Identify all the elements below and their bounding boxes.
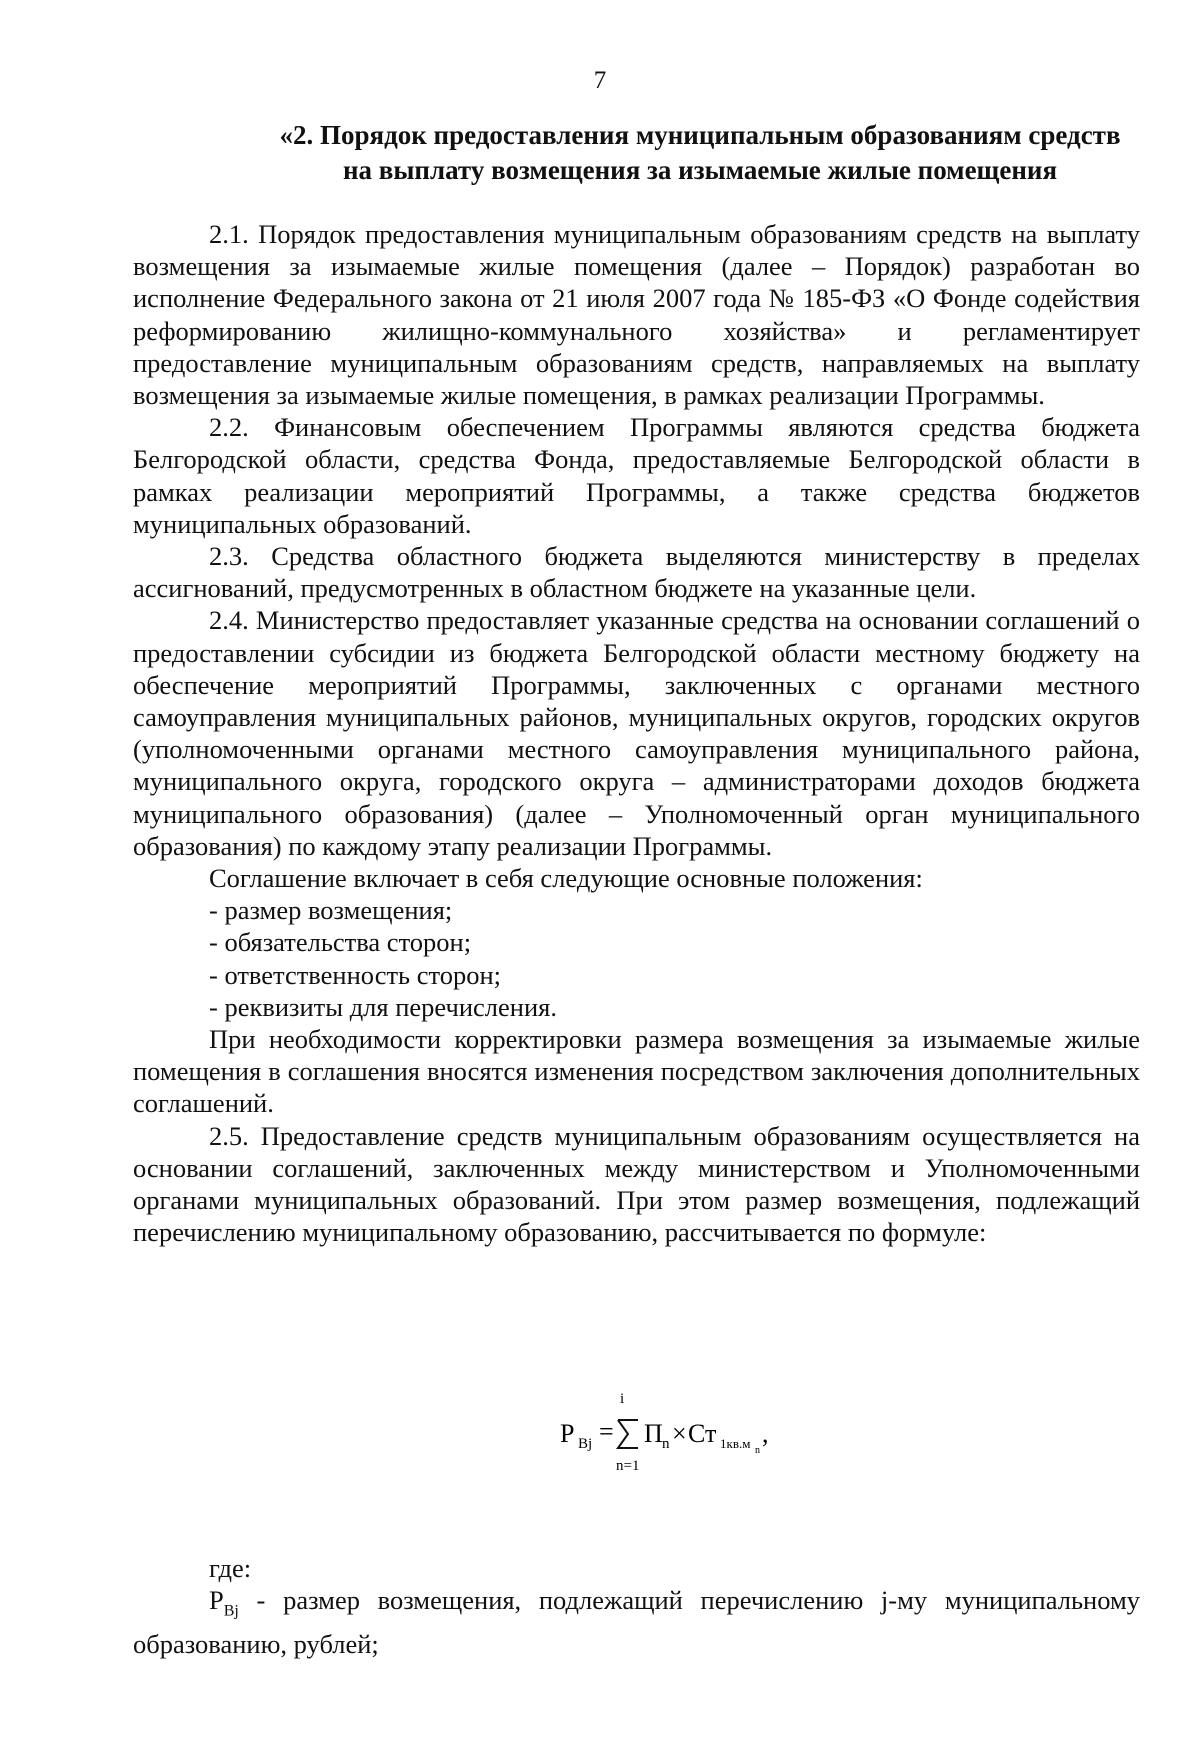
- formula: [560, 1390, 860, 1480]
- definition-text: - размер возмещения, подлежащий перечислению j-му муниципальному образованию, рублей;: [133, 1585, 1140, 1659]
- formula-term2-sub: 1кв.м: [720, 1436, 751, 1451]
- formula-term1-sub: n: [662, 1436, 670, 1452]
- formula-term1: П: [644, 1419, 663, 1448]
- definition-symbol-sub: Bj: [223, 1602, 239, 1620]
- formula-lhs-sub: Bj: [578, 1436, 593, 1452]
- section-heading: [200, 118, 1200, 188]
- formula-equals: =: [599, 1417, 614, 1446]
- paragraph-2-4: 2.4. Министерство предоставляет указанные средства на основании соглашений о предоставлении субсидии из бюджета Белгородской области местному бюджету на обеспечение мероприятий Программы, заключенных с органами местного самоуправления муниципальных районов, муниципальных округов, городских округов (уполномоченными органами местного самоуправления муниципального района, муниципального округа, городского округа – администраторами доходов бюджета муниципального образования) (далее – Уполномоченный орган муниципального образования) по каждому этапу реализации Программы.: [133, 605, 1140, 861]
- definition-symbol: P: [209, 1585, 224, 1616]
- heading-line-1: «2. Порядок предоставления муниципальным образованиям средств: [279, 120, 1121, 150]
- formula-sum-lower: n=1: [616, 1458, 640, 1474]
- formula-times: ×: [672, 1419, 687, 1448]
- list-item: - ответственность сторон;: [209, 959, 502, 990]
- document-body: [133, 218, 1140, 1249]
- formula-term2-subsub: n: [755, 1445, 760, 1456]
- formula-trailing: ,: [762, 1419, 769, 1448]
- where-label: где:: [209, 1553, 252, 1583]
- page-number: 7: [593, 67, 607, 94]
- heading-line-2: на выплату возмещения за изымаемые жилые помещения: [342, 155, 1058, 185]
- formula-lhs: P: [560, 1419, 575, 1448]
- paragraph-2-1: 2.1. Порядок предоставления муниципальным образованиям средств на выплату возмещения за изымаемые жилые помещения (далее – Порядок) разработан во исполнение Федерального закона от 21 июля 2007 года № 185-ФЗ «О Фонде содействия реформированию жилищно-коммунального хозяйства» и регламентирует предоставление муниципальным образованиям средств, направляемых на выплату возмещения за изымаемые жилые помещения, в рамках реализации Программы.: [133, 219, 1140, 411]
- definition-pbj: [133, 1584, 1140, 1660]
- list-item: - размер возмещения;: [209, 895, 453, 926]
- summation-icon: [618, 1420, 638, 1448]
- formula-sum-upper: i: [620, 1391, 625, 1407]
- paragraph-2-3: 2.3. Средства областного бюджета выделяются министерству в пределах ассигнований, предусмотренных в областном бюджете на указанные цели.: [133, 541, 1140, 604]
- paragraph-2-5: 2.5. Предоставление средств муниципальным образованиям осуществляется на основании соглашений, заключенных между министерством и Уполномоченными органами муниципальных образований. При этом размер возмещения, подлежащий перечислению муниципальному образованию, рассчитывается по формуле:: [133, 1120, 1140, 1248]
- formula-svg: [560, 1390, 860, 1480]
- list-item: - обязательства сторон;: [209, 927, 472, 958]
- formula-term2: Ст: [688, 1419, 717, 1448]
- paragraph-correction: При необходимости корректировки размера возмещения за изымаемые жилые помещения в соглашения вносятся изменения посредством заключения дополнительных соглашений.: [133, 1024, 1140, 1119]
- definitions: [133, 1552, 1140, 1660]
- paragraph-2-2: 2.2. Финансовым обеспечением Программы являются средства бюджета Белгородской области, средства Фонда, предоставляемые Белгородской области в рамках реализации мероприятий Программы, а также средства бюджетов муниципальных образований.: [133, 412, 1140, 539]
- list-item: - реквизиты для перечисления.: [209, 991, 557, 1022]
- agreement-intro: Соглашение включает в себя следующие основные положения:: [209, 863, 923, 894]
